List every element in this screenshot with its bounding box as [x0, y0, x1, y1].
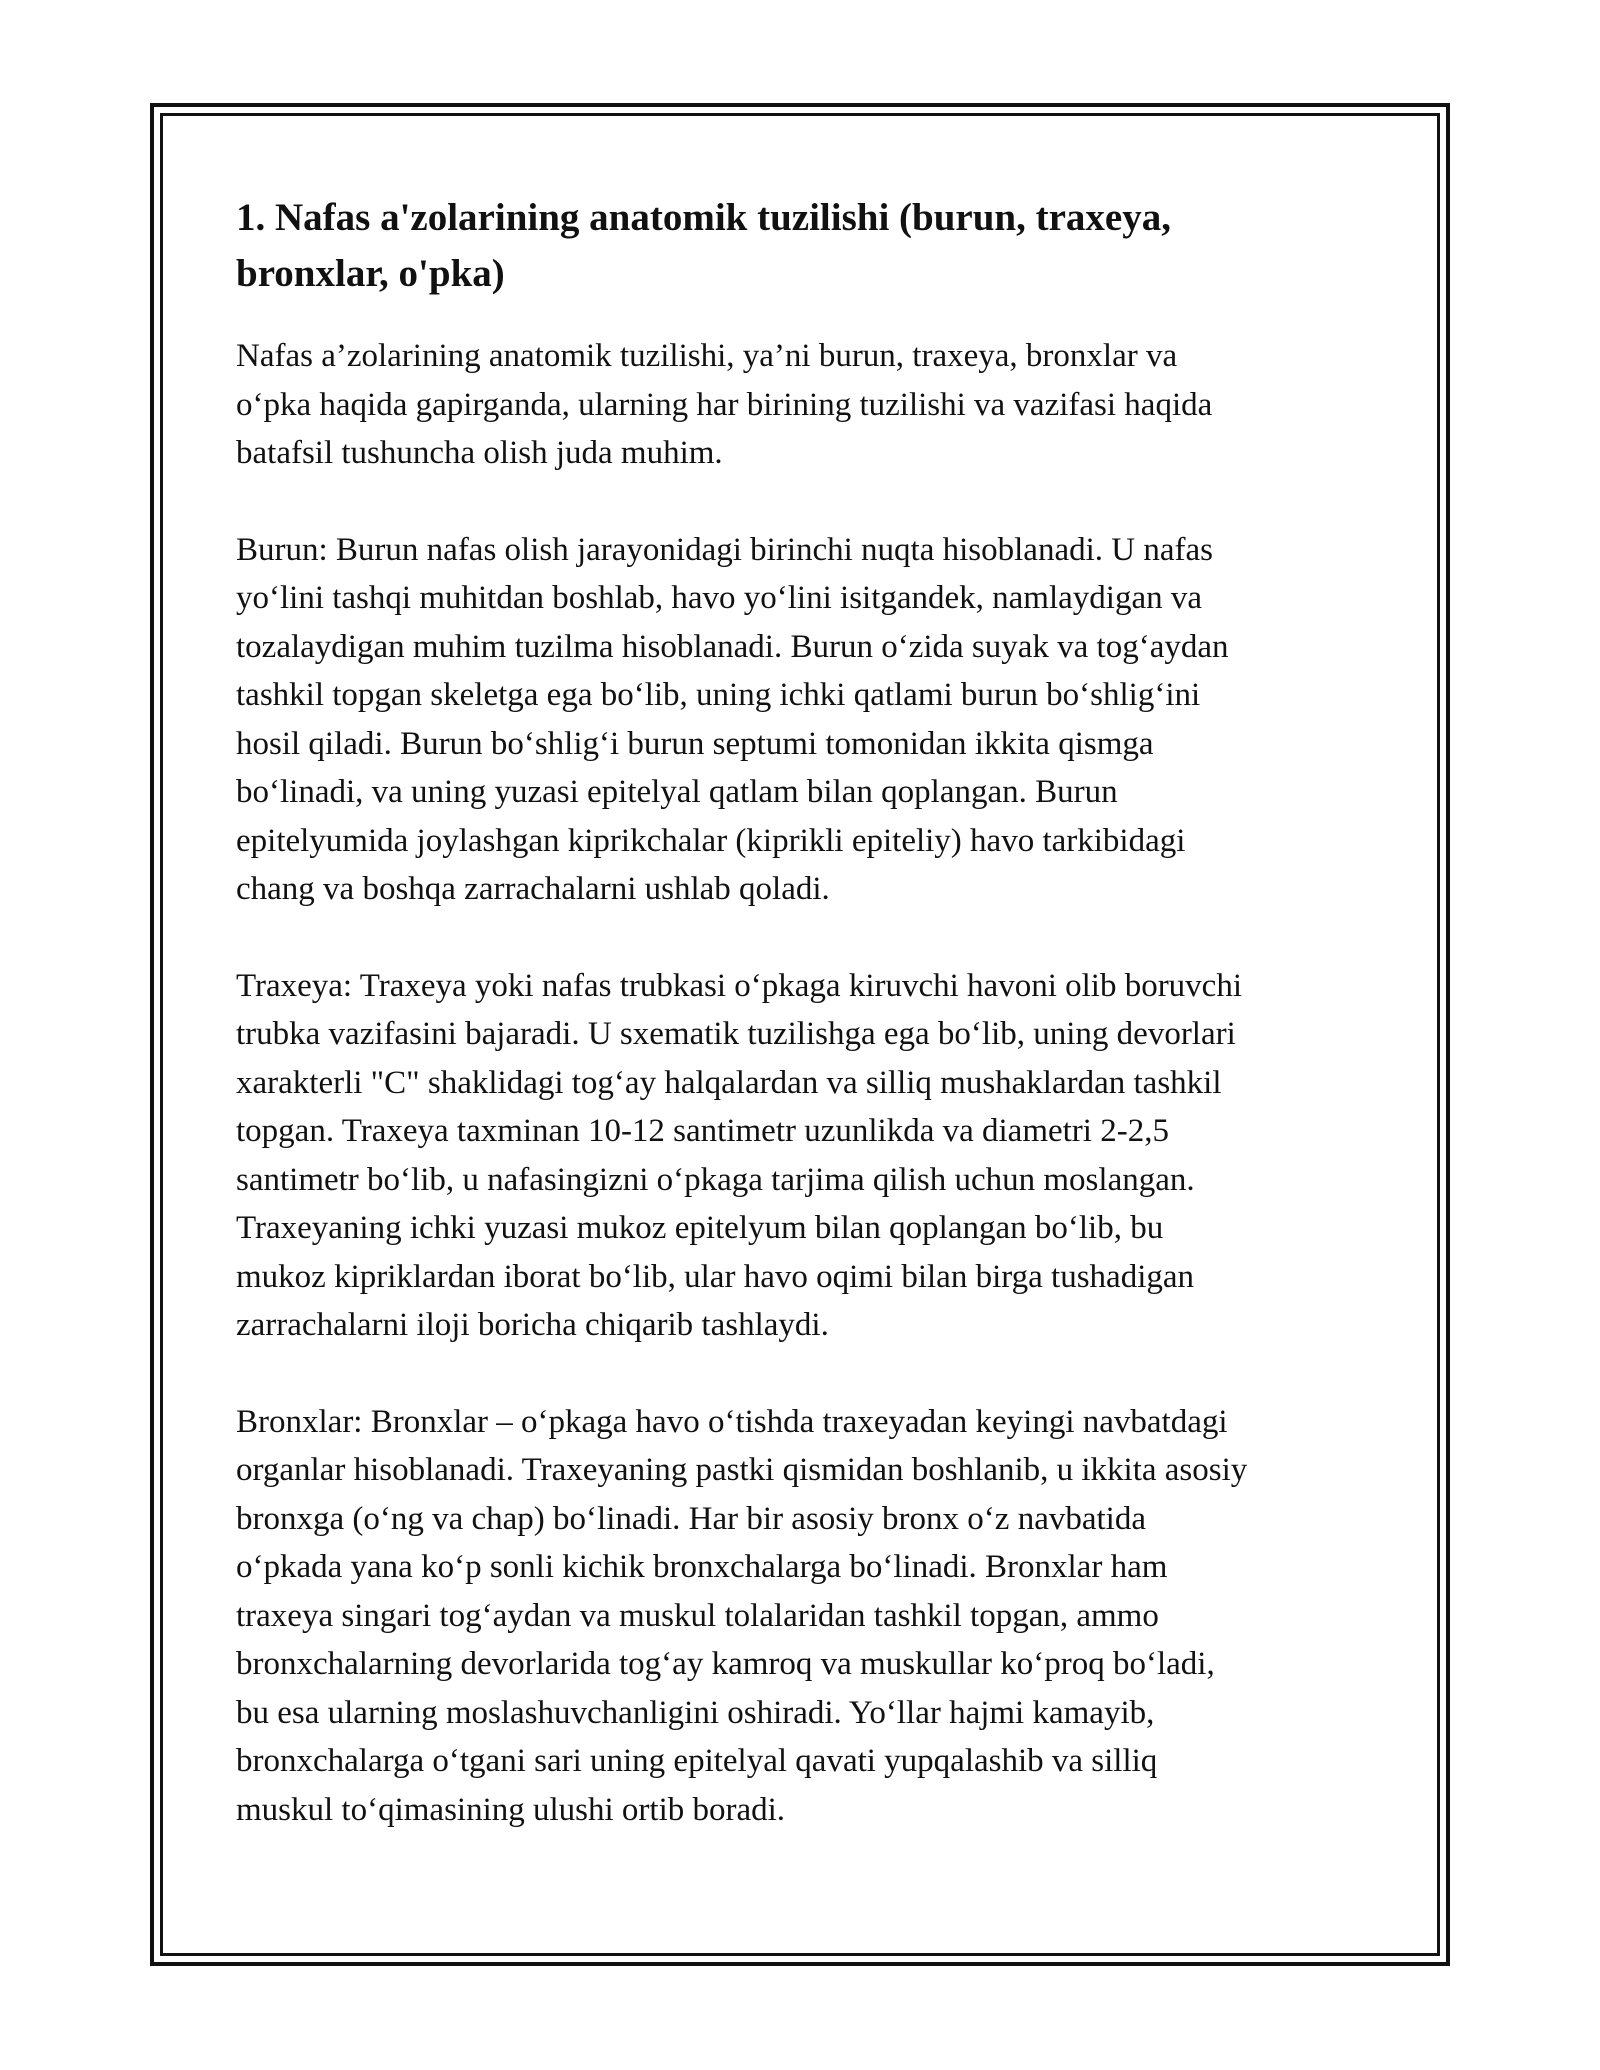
text-line: topgan. Traxeya taxminan 10-12 santimetr uzunlikda va diametri 2-2,5	[236, 1113, 1169, 1149]
text-line: xarakterli "C" shaklidagi tog‘ay halqalardan va silliq mushaklardan tashkil	[236, 1064, 1222, 1101]
text-line: hosil qiladi. Burun bo‘shlig‘i burun septumi tomonidan ikkita qismga	[236, 725, 1154, 762]
heading-line: bronxlar, o'pka)	[236, 252, 505, 295]
text-line: yo‘lini tashqi muhitdan boshlab, havo yo‘lini isitgandek, namlaydigan va	[236, 580, 1203, 616]
burun-paragraph	[236, 526, 1386, 914]
traxeya-paragraph	[236, 962, 1386, 1350]
text-line: traxeya singari tog‘aydan va muskul tolalaridan tashkil topgan, ammo	[236, 1597, 1159, 1634]
text-line: zarrachalarni iloji boricha chiqarib tashlaydi.	[236, 1307, 829, 1343]
text-line: bronxga (o‘ng va chap) bo‘linadi. Har bir asosiy bronx o‘z navbatida	[236, 1500, 1146, 1537]
heading-line: 1. Nafas a'zolarining anatomik tuzilishi (burun, traxeya,	[236, 196, 1171, 239]
text-line: bronxchalarning devorlarida tog‘ay kamroq va muskullar ko‘proq bo‘ladi,	[236, 1646, 1215, 1682]
text-line: batafsil tushuncha olish juda muhim.	[236, 435, 723, 471]
text-line: bronxchalarga o‘tgani sari uning epitelyal qavati yupqalashib va silliq	[236, 1743, 1158, 1779]
text-line: Burun: Burun nafas olish jarayonidagi birinchi nuqta hisoblanadi. U nafas	[236, 531, 1213, 568]
text-line: Bronxlar: Bronxlar – o‘pkaga havo o‘tishda traxeyadan keyingi navbatdagi	[236, 1403, 1228, 1440]
text-line: organlar hisoblanadi. Traxeyaning pastki qismidan boshlanib, u ikkita asosiy	[236, 1452, 1248, 1488]
section-heading	[236, 190, 1256, 302]
text-line: tozalaydigan muhim tuzilma hisoblanadi. Burun o‘zida suyak va tog‘aydan	[236, 628, 1229, 665]
text-line: epitelyumida joylashgan kiprikchalar (kiprikli epiteliy) havo tarkibidagi	[236, 822, 1186, 859]
text-line: muskul to‘qimasining ulushi ortib boradi.	[236, 1791, 786, 1828]
text-line: tashkil topgan skeletga ega bo‘lib, uning ichki qatlami burun bo‘shlig‘ini	[236, 677, 1201, 713]
text-line: o‘pka haqida gapirganda, ularning har birining tuzilishi va vazifasi haqida	[236, 386, 1213, 423]
intro-paragraph	[236, 332, 1386, 478]
text-line: Nafas a’zolarining anatomik tuzilishi, ya’ni burun, traxeya, bronxlar va	[236, 338, 1178, 374]
bronxlar-paragraph	[236, 1398, 1386, 1835]
text-line: o‘pkada yana ko‘p sonli kichik bronxchalarga bo‘linadi. Bronxlar ham	[236, 1549, 1168, 1585]
document-body	[236, 190, 1386, 1882]
text-line: Traxeya: Traxeya yoki nafas trubkasi o‘pkaga kiruvchi havoni olib boruvchi	[236, 967, 1243, 1004]
text-line: Traxeyaning ichki yuzasi mukoz epitelyum bilan qoplangan bo‘lib, bu	[236, 1210, 1164, 1246]
text-line: chang va boshqa zarrachalarni ushlab qoladi.	[236, 871, 830, 907]
text-line: mukoz kipriklardan iborat bo‘lib, ular havo oqimi bilan birga tushadigan	[236, 1258, 1195, 1295]
text-line: bu esa ularning moslashuvchanligini oshiradi. Yo‘llar hajmi kamayib,	[236, 1694, 1155, 1731]
text-line: santimetr bo‘lib, u nafasingizni o‘pkaga tarjima qilish uchun moslangan.	[236, 1161, 1195, 1198]
text-line: trubka vazifasini bajaradi. U sxematik tuzilishga ega bo‘lib, uning devorlari	[236, 1016, 1236, 1052]
text-line: bo‘linadi, va uning yuzasi epitelyal qatlam bilan qoplangan. Burun	[236, 774, 1118, 810]
